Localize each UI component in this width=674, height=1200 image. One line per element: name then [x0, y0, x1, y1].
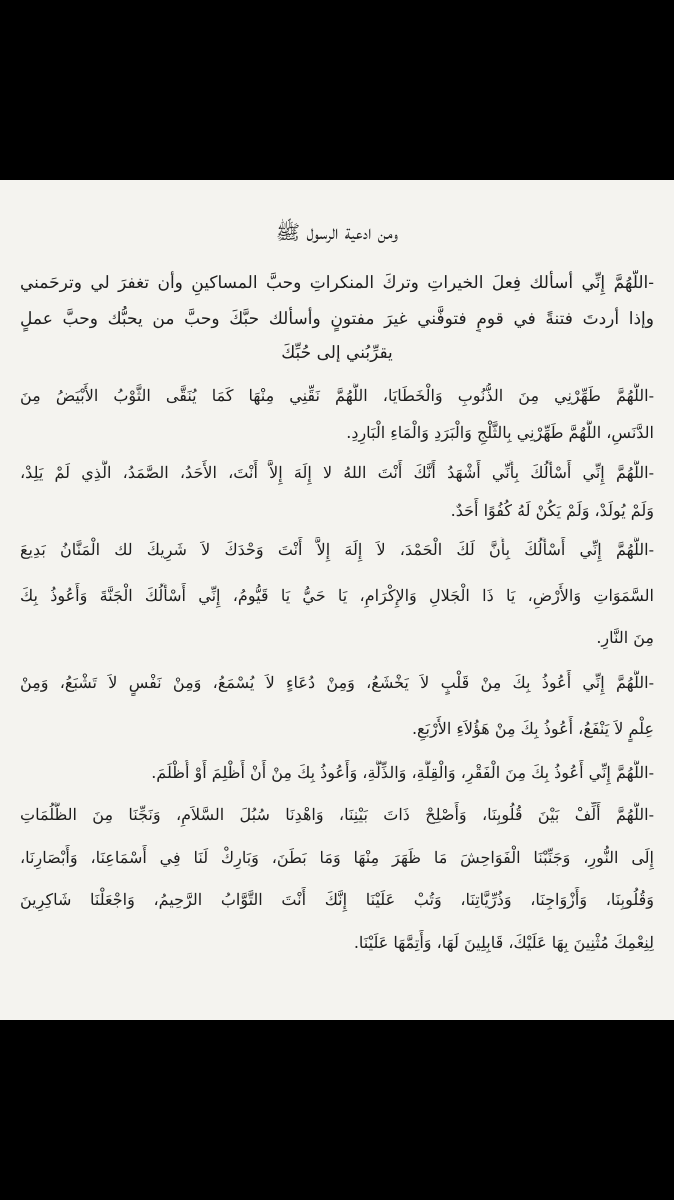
text-line: لِنِعْمِكَ مُثْنِينَ بِهَا عَلَيْكَ، قَابِلِينَ لَهَا، وَأَتِمَّهَا عَلَيْنَا. — [353, 933, 654, 952]
document-page — [0, 180, 674, 1020]
text-line: مِنَ النَّارِ. — [596, 628, 654, 647]
text-line: السَّمَوَاتِ وَالأَرْضِ، يَا ذَا الْجَلالِ وَالإِكْرَامِ، يَا حَيُّ يَا قَيُّومُ، إِنِّي أَسْأَلُكَ الْجَنَّةَ وَأَعُوذُ بِكَ — [20, 586, 654, 605]
text-line: يقرِّبُني إلى حُبِّكَ — [281, 343, 393, 363]
text-line: عِلْمٍ لاَ يَنْفَعُ، أَعُوذُ بِكَ مِنْ هَؤُلاَءِ الأَرْبَعِ. — [411, 719, 654, 738]
text-line: -اللَّهُمَّ طَهِّرْنِي مِنَ الذُّنُوبِ وَالْخَطَايَا، اللَّهُمَّ نَقِّنِي مِنْهَا كَمَا يُنَقَّى الثَّوْبُ الأَبْيَضُ مِنَ — [20, 386, 654, 405]
text-line: -اللَّهُمَّ إِنِّي أَعُوذُ بِكَ مِنْ قَلْبٍ لاَ يَخْشَعُ، وَمِنْ دُعَاءٍ لاَ يُسْمَعُ، وَمِنْ نَفْسٍ لاَ تَشْبَعُ، وَمِنْ — [20, 673, 654, 692]
text-line: الدَّنَسِ، اللَّهُمَّ طَهِّرْنِي بِالثَّلْجِ وَالْبَرَدِ وَالْمَاءِ الْبَارِدِ. — [346, 423, 654, 442]
text-line: -اللَّهُمَّ إِنِّي أَسْأَلُكَ بِأَنَّ لَكَ الْحَمْدَ، لاَ إِلَهَ إِلاَّ أَنْتَ وَحْدَكَ لاَ شَرِيكَ لك الْمَنَّانُ بَدِيعَ — [20, 540, 654, 559]
text-line: وَلَمْ يُولَدْ، وَلَمْ يَكُنْ لَهُ كُفُوًا أَحَدٌ. — [450, 501, 654, 520]
text-line: وَقُلُوبِنَا، وَأَزْوَاجِنَا، وَذُرِّيَّاتِنَا، وَتُبْ عَلَيْنَا إِنَّكَ أَنْتَ التَّوَّابُ الرَّحِيمُ، وَاجْعَلْنَا شَاكِرِينَ — [20, 890, 654, 909]
text-line: -اللَّهُمَّ إِنِّي أَسْأَلُكَ بِأَنِّي أَشْهَدُ أَنَّكَ أَنْتَ اللهُ لا إِلَهَ إِلاَّ أَنْتَ، الأَحَدُ، الصَّمَدُ، الَّذِي لَمْ يَلِدْ، — [20, 463, 654, 482]
text-line: إِلَى النُّورِ، وَجَنِّبْنَا الْفَوَاحِشَ مَا ظَهَرَ مِنْهَا وَمَا بَطَنَ، وَبَارِكْ لَنَا فِي أَسْمَاعِنَا، وَأَبْصَارِنَا، — [20, 848, 654, 867]
page-title: ومن ادعية الرسول ﷺ — [275, 220, 399, 244]
text-line: -اللَّهُمَّ إِنِّي أَعُوذُ بِكَ مِنَ الْفَقْرِ، وَالْقِلَّةِ، وَالذِّلَّةِ، وَأَعُوذُ بِكَ مِنْ أَنْ أَظْلِمَ أَوْ أُظْلَمَ. — [151, 763, 654, 782]
text-line: -اللَّهُمَّ إِنِّي أسألك فِعلَ الخيراتِ وتركَ المنكراتِ وحبَّ المساكينِ وأن تغفرَ لي وترحَمني — [20, 273, 654, 293]
text-line: وإذا أردتَ فتنةً في قومٍ فتوفَّني غيرَ مفتونٍ وأسألك حبَّكَ وحبَّ من يحبُّك وحبَّ عملٍ — [20, 309, 654, 329]
text-line: -اللَّهُمَّ أَلِّفْ بَيْنَ قُلُوبِنَا، وَأَصْلِحْ ذَاتَ بَيْنِنَا، وَاهْدِنَا سُبُلَ السَّلاَمِ، وَنَجِّنَا مِنَ الظُّلُمَاتِ — [20, 805, 654, 824]
